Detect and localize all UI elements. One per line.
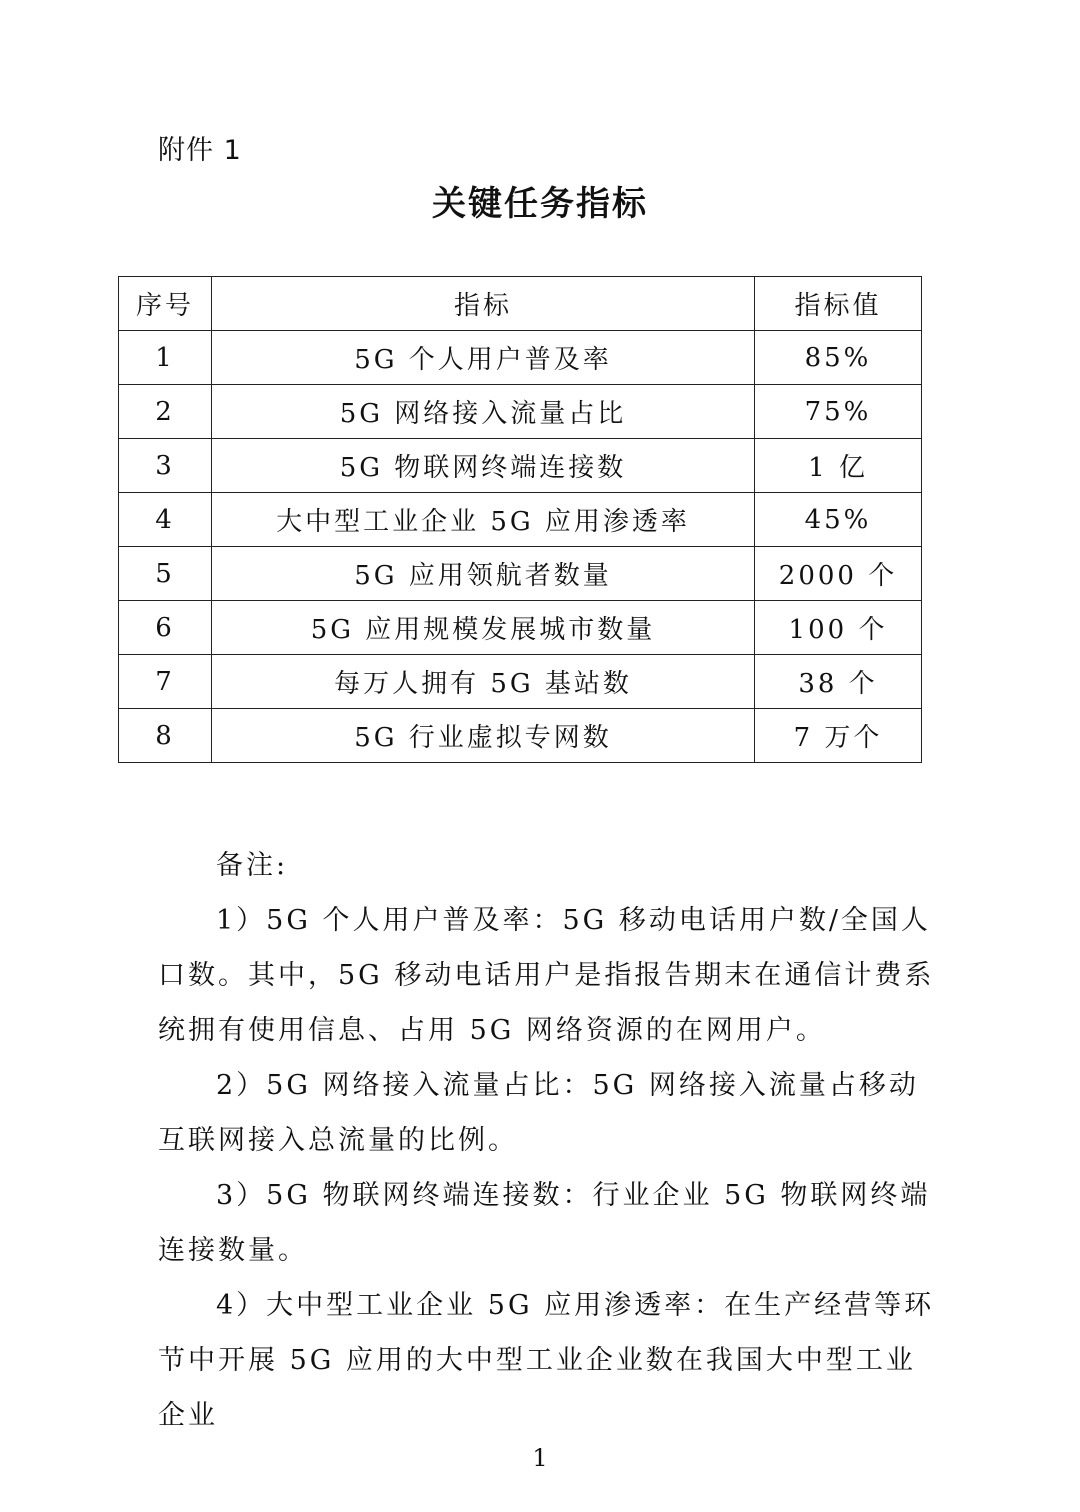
table-row — [119, 655, 922, 709]
note-item-1: 1）5G 个人用户普及率：5G 移动电话用户数/全国人口数。其中，5G 移动电话用户是指报告期末在通信计费系统拥有使用信息、占用 5G 网络资源的在网用户。 — [158, 905, 935, 1046]
page-number: 1 — [532, 1444, 548, 1472]
notes-section — [158, 838, 938, 1443]
table-row — [119, 439, 922, 493]
table-header-row — [119, 277, 922, 331]
row-value: 1 亿 — [755, 439, 922, 493]
row-value: 100 个 — [755, 601, 922, 655]
table-row — [119, 385, 922, 439]
row-value: 2000 个 — [755, 547, 922, 601]
note-item-4: 4）大中型工业企业 5G 应用渗透率：在生产经营等环节中开展 5G 应用的大中型工业企业数在我国大中型工业企业 — [158, 1290, 935, 1431]
table-row — [119, 547, 922, 601]
row-value: 75% — [755, 385, 922, 439]
row-number: 4 — [119, 493, 212, 547]
notes-heading: 备注: — [216, 850, 289, 881]
row-number: 8 — [119, 709, 212, 763]
row-number: 3 — [119, 439, 212, 493]
row-indicator: 大中型工业企业 5G 应用渗透率 — [212, 493, 755, 547]
row-number: 5 — [119, 547, 212, 601]
row-number: 7 — [119, 655, 212, 709]
row-number: 1 — [119, 331, 212, 385]
note-item-2: 2）5G 网络接入流量占比：5G 网络接入流量占移动互联网接入总流量的比例。 — [158, 1070, 919, 1156]
row-indicator: 5G 网络接入流量占比 — [212, 385, 755, 439]
row-indicator: 5G 应用规模发展城市数量 — [212, 601, 755, 655]
column-header-number: 序号 — [119, 277, 212, 331]
row-indicator: 5G 行业虚拟专网数 — [212, 709, 755, 763]
row-number: 6 — [119, 601, 212, 655]
column-header-value: 指标值 — [755, 277, 922, 331]
column-header-indicator: 指标 — [212, 277, 755, 331]
row-number: 2 — [119, 385, 212, 439]
row-value: 38 个 — [755, 655, 922, 709]
row-indicator: 5G 个人用户普及率 — [212, 331, 755, 385]
row-value: 85% — [755, 331, 922, 385]
table-row — [119, 709, 922, 763]
row-indicator: 5G 应用领航者数量 — [212, 547, 755, 601]
row-indicator: 每万人拥有 5G 基站数 — [212, 655, 755, 709]
kpi-table — [118, 276, 922, 763]
page-title: 关键任务指标 — [432, 184, 648, 224]
attachment-label: 附件 1 — [158, 135, 242, 166]
row-value: 7 万个 — [755, 709, 922, 763]
table-row — [119, 493, 922, 547]
table-row — [119, 601, 922, 655]
row-indicator: 5G 物联网终端连接数 — [212, 439, 755, 493]
note-item-3: 3）5G 物联网终端连接数：行业企业 5G 物联网终端连接数量。 — [158, 1180, 931, 1266]
table-row — [119, 331, 922, 385]
row-value: 45% — [755, 493, 922, 547]
